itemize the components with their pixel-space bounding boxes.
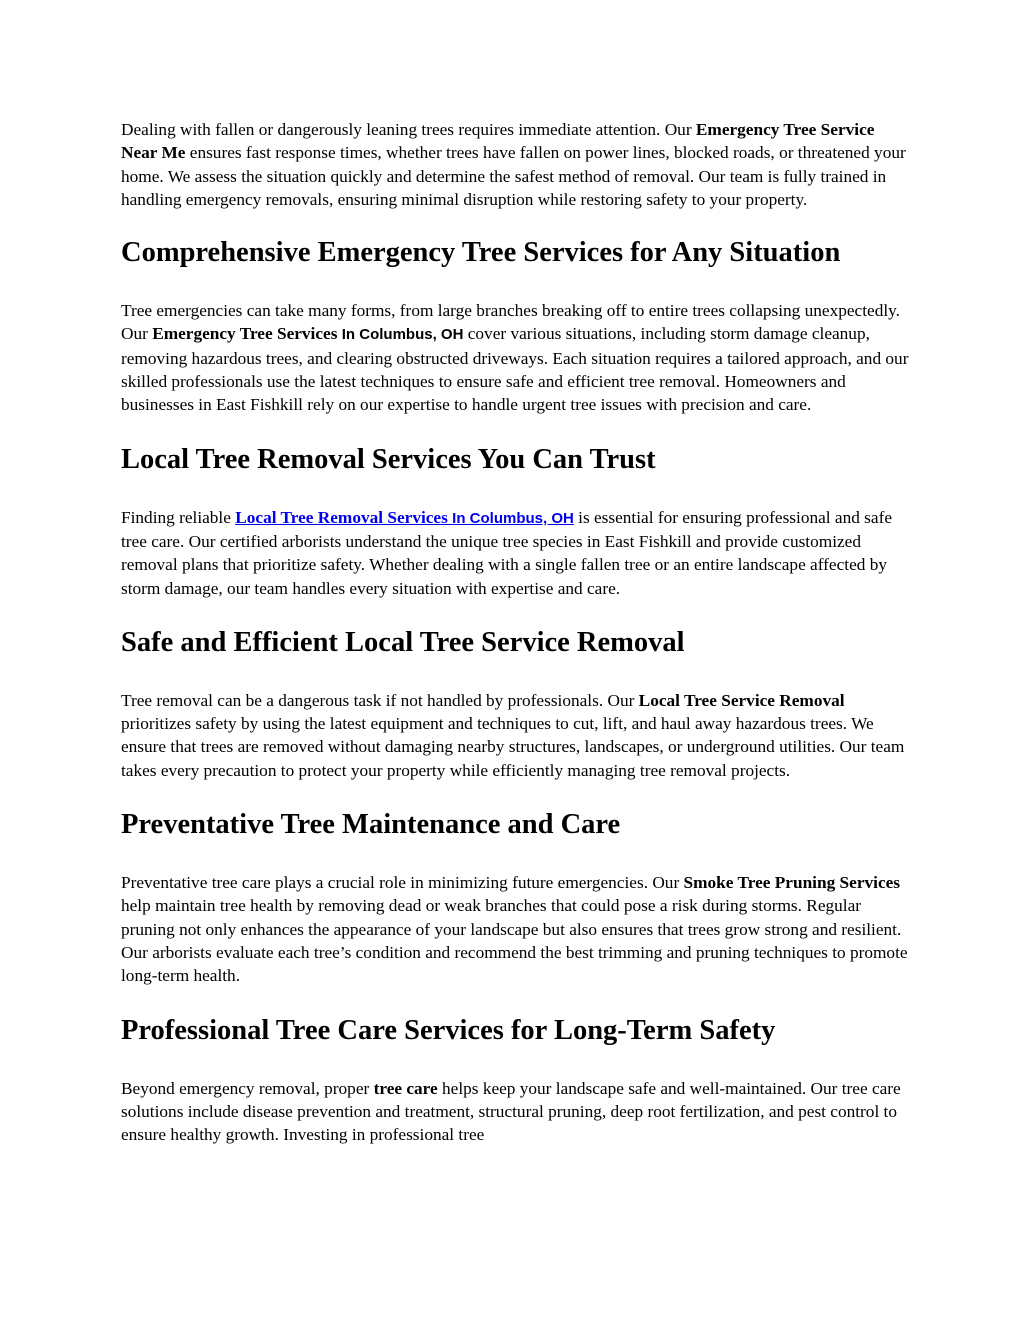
intro-text-1: Dealing with fallen or dangerously leaning trees requires immediate attention. Our bbox=[121, 120, 696, 139]
section-2-text-2: cover various situations, including storm damage cleanup, removing hazardous trees, and clearing obstructed driveways. Each situation requires a tailored approach, and our skilled professionals use the latest techniques to ensure safe and efficient tree removal. Homeowners and businesses in East Fishkill rely on our expertise to handle urgent tree issues with precision and care. bbox=[121, 324, 909, 415]
paragraph-comprehensive-emergency bbox=[121, 299, 911, 416]
section-2-bold-1: Emergency Tree Services bbox=[152, 324, 342, 344]
heading-safe-efficient-removal: Safe and Efficient Local Tree Service Removal bbox=[121, 626, 685, 658]
section-5-text-2: help maintain tree health by removing dead or weak branches that could pose a risk during storms. Regular pruning not only enhances the appearance of your landscape but also ensures that trees grow strong and resilient. Our arborists evaluate each tree’s condition and recommend the best trimming and pruning techniques to promote long-term health. bbox=[121, 896, 908, 986]
section-6-text-2: helps keep your landscape safe and well-maintained. Our tree care solutions include disease prevention and treatment, structural pruning, deep root fertilization, and pest control to ensure healthy growth. Investing in professional tree bbox=[121, 1078, 901, 1145]
heading-local-tree-removal: Local Tree Removal Services You Can Trust bbox=[121, 443, 656, 475]
section-3-text-1: Finding reliable bbox=[121, 507, 236, 527]
paragraph-local-tree-removal bbox=[121, 506, 911, 600]
heading-comprehensive-emergency: Comprehensive Emergency Tree Services for Any Situation bbox=[121, 237, 841, 269]
intro-bold-emergency-tree-service: Emergency Tree Service Near Me bbox=[121, 120, 875, 163]
section-4-text-2: prioritizes safety by using the latest equipment and techniques to cut, lift, and haul away hazardous trees. We ensure that trees are removed without damaging nearby structures, landscapes, or underground utilities. Our team takes every precaution to protect your property while efficiently managing tree removal projects. bbox=[121, 714, 905, 780]
section-6-text-1: Beyond emergency removal, proper bbox=[121, 1078, 374, 1098]
document-page bbox=[121, 118, 911, 1146]
link-text-location[interactable]: In Columbus, OH bbox=[452, 509, 574, 527]
heading-preventative-maintenance: Preventative Tree Maintenance and Care bbox=[121, 809, 621, 841]
section-2-text-1: Tree emergencies can take many forms, from large branches breaking off to entire trees collapsing unexpectedly. Our bbox=[121, 301, 900, 344]
section-5-text-1: Preventative tree care plays a crucial role in minimizing future emergencies. Our bbox=[121, 873, 684, 893]
intro-text-2: ensures fast response times, whether trees have fallen on power lines, blocked roads, or threatened your home. We assess the situation quickly and determine the safest method of removal. Our team is fully trained in handling emergency removals, ensuring minimal disruption while restoring safety to your property. bbox=[121, 143, 906, 209]
section-3-text-2: is essential for ensuring professional and safe tree care. Our certified arborists understand the unique tree species in East Fishkill and provide customized removal plans that prioritize safety. Whether dealing with a single fallen tree or an entire landscape affected by storm damage, our team handles every situation with expertise and care. bbox=[121, 507, 893, 598]
section-4-text-1: Tree removal can be a dangerous task if not handled by professionals. Our bbox=[121, 690, 639, 710]
link-text-1[interactable]: Local Tree Removal Services bbox=[235, 507, 453, 527]
paragraph-preventative-maintenance bbox=[121, 871, 911, 987]
section-4-bold-1: Local Tree Service Removal bbox=[638, 690, 845, 710]
section-5-bold-1: Smoke Tree Pruning Services bbox=[683, 873, 901, 893]
paragraph-safe-efficient-removal bbox=[121, 689, 911, 782]
local-tree-removal-link[interactable] bbox=[235, 508, 574, 527]
intro-paragraph bbox=[121, 118, 911, 211]
paragraph-professional-tree-care bbox=[121, 1077, 911, 1147]
heading-professional-tree-care: Professional Tree Care Services for Long-Term Safety bbox=[121, 1014, 776, 1046]
section-2-bold-location: In Columbus, OH bbox=[341, 326, 464, 344]
section-6-bold-1: tree care bbox=[373, 1078, 438, 1098]
